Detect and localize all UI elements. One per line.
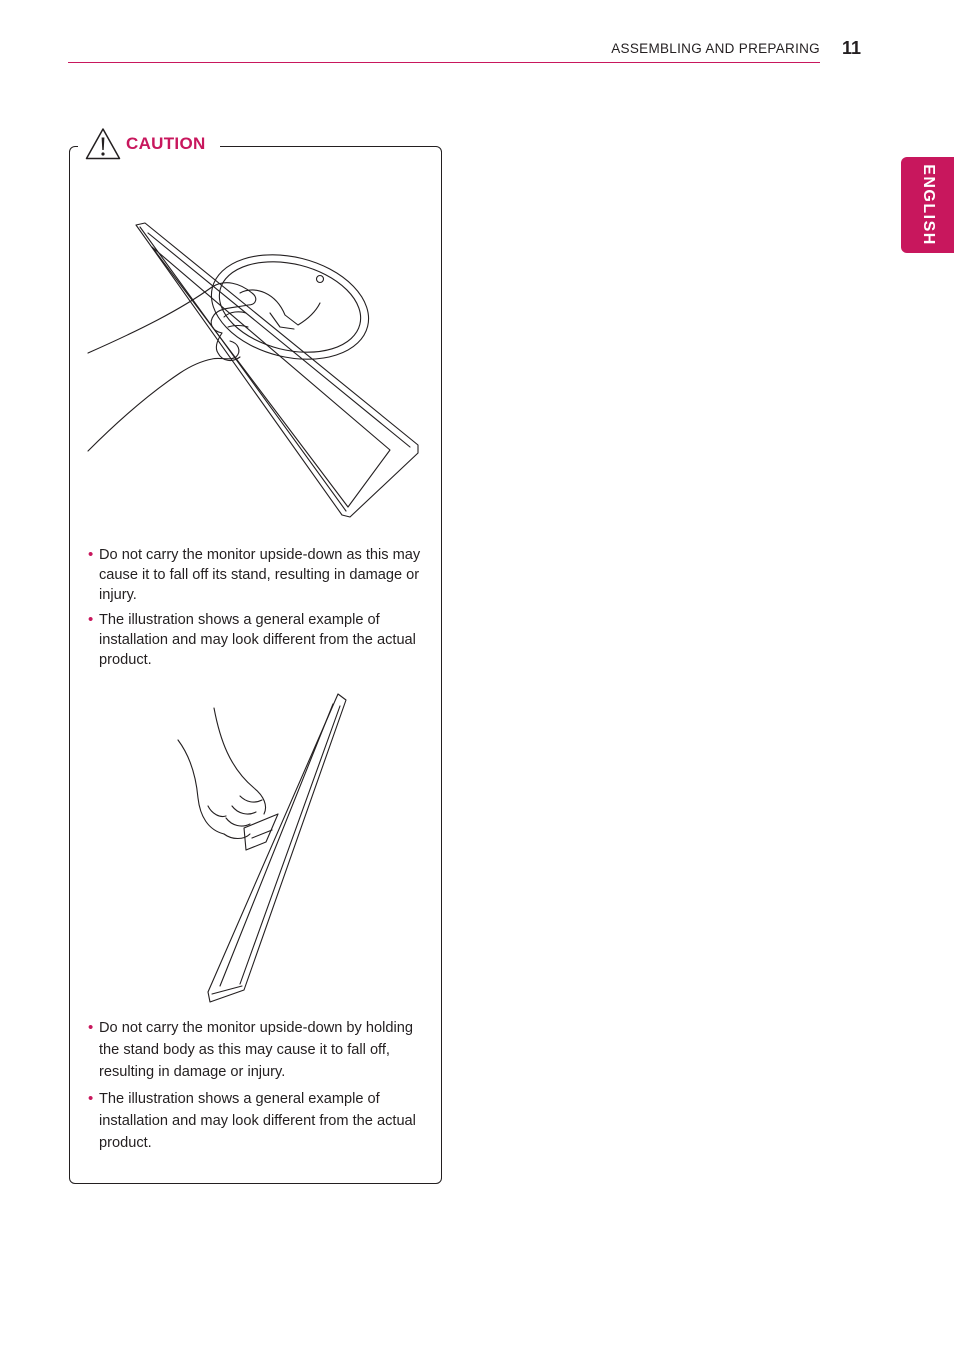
language-tab [901, 157, 954, 253]
hand-lifting-stand-base-illustration [80, 215, 430, 525]
list-item: • The illustration shows a general example of installation and may look different from the actual product. [88, 610, 433, 670]
list-item: • The illustration shows a general example of installation and may look different from the actual product. [88, 1088, 433, 1154]
caution-bullet-list-1 [88, 545, 433, 675]
list-item: • Do not carry the monitor upside-down by holding the stand body as this may cause it to fall off, resulting in damage or injury. [88, 1017, 433, 1083]
hand-holding-stand-body-illustration [168, 690, 358, 1008]
caution-bullet-list-2 [88, 1017, 433, 1159]
language-tab-label: ENGLISH [919, 164, 937, 246]
caution-header [78, 124, 220, 164]
list-item: • Do not carry the monitor upside-down as this may cause it to fall off its stand, resulting in damage or injury. [88, 545, 433, 605]
section-title: ASSEMBLING AND PREPARING [611, 41, 820, 56]
header-divider [68, 62, 820, 63]
caution-label: CAUTION [126, 134, 206, 153]
warning-triangle-icon [84, 126, 122, 162]
page-number: 11 [842, 38, 862, 58]
